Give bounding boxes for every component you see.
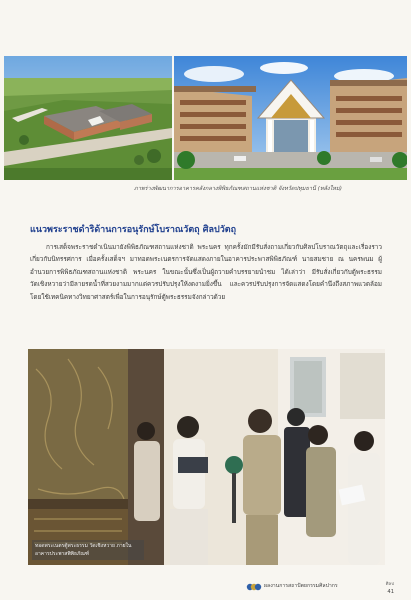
page-number: 41 [387,589,394,595]
royal-visit-photo [28,349,385,565]
top-photo-caption: ภาพร่างพัฒนาการอาคารคลังกลางพิพิธภัณฑสถานแห่งชาติ จังหวัดปทุมธานี (หลังใหม่) [134,186,342,192]
building-facade-image [174,56,407,180]
section-heading: แนวพระราชดำริด้านการอนุรักษ์โบราณวัตถุ ศิลปวัตถุ [30,225,237,235]
page-footer [246,580,396,596]
footer-publisher-text: ผลงานการสถาปัตยกรรมศิลปากร [264,583,338,589]
aerial-rendering-photo [4,56,172,180]
bottom-photo-caption: ทอดพระเนตรตู้พระธรรม วัดเชิงหวาย ภายในอาคารประพาสพิพิธภัณฑ์ [32,540,144,560]
royal-visit-image [28,349,385,565]
building-facade-photo [174,56,407,180]
body-paragraph: การเสด็จพระราชดำเนินมายังพิพิธภัณฑสถานแห่งชาติ พระนคร ทุกครั้งมักมีรับสั่งถามเกี่ยวกับศิลปโบราณวัตถุและเรื่องราวเกี่ยวกับนิทรรศการ เมื่อครั้งเสด็จฯ มาทอดพระเนตรการจัดแสดงภายในอาคารประพาสพิพิธภัณฑ์ นายสมชาย ณ นครพนม ผู้อำนวยการพิพิธภัณฑสถานแห่งชาติ พระนคร ในขณะนั้นซึ่งเป็นผู้ถวายคำบรรยายนำชม ได้เล่าว่า มีรับสั่งเกี่ยวกับตู้พระธรรมวัดเชิงหวายว่ามีลายรดน้ำที่สวยงามมากแต่ควรปรับปรุงให้งดงามยิ่งขึ้น และควรปรับปรุงการจัดแสดงโดยคำนึงถึงสภาพแวดล้อม โดยใช้เทคนิคทางวิทยาศาสตร์เพื่อในการอนุรักษ์ตู้พระธรรมจังกล่าวด้วย [30,243,382,301]
aerial-rendering-image [4,56,172,180]
publisher-logo-icon [246,582,262,592]
footer-section-label: ศิลป [385,582,394,587]
